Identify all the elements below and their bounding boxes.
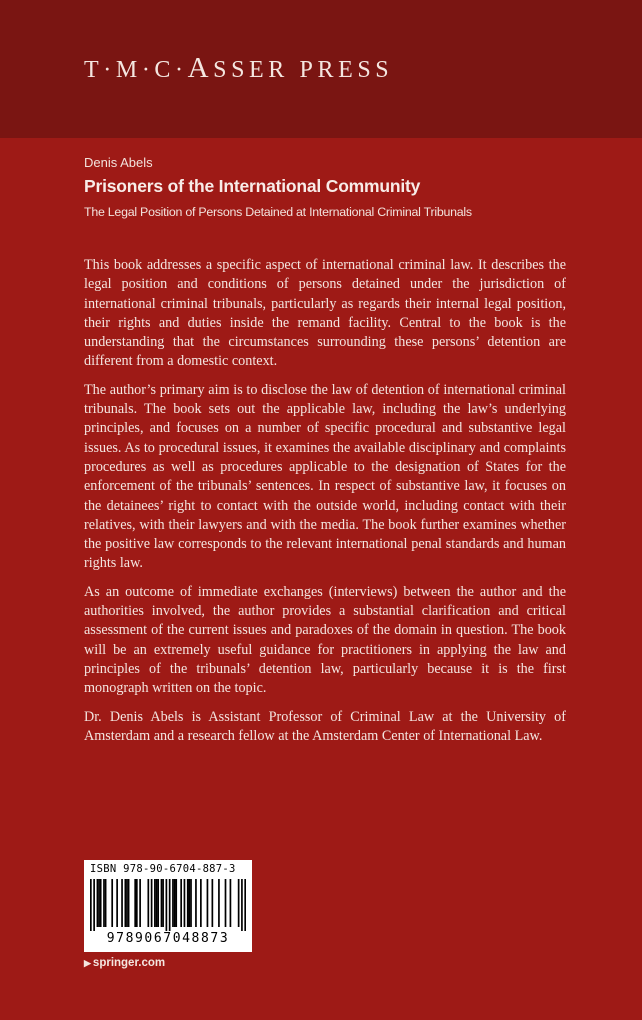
barcode-bar: [244, 879, 246, 931]
description-paragraph: This book addresses a specific aspect of international criminal law. It describes the legal position and conditions of persons detained under the jurisdiction of international criminal tribunals, particularly as regards their internal legal position, their rights and duties inside the remand facility. Central to the book is the understanding that the circumstances surrounding these persons’ detention are different from a domestic context.: [84, 257, 566, 370]
barcode-bar: [190, 879, 192, 927]
barcode-bar: [116, 879, 118, 927]
barcode-bar: [147, 879, 149, 927]
barcode-bar: [156, 879, 158, 927]
isbn-label: ISBN 978-90-6704-887-3: [90, 863, 236, 875]
author-bio: Dr. Denis Abels is Assistant Professor of Criminal Law at the University of Amsterdam and a research fellow at the Amsterdam Center of International Law.: [84, 708, 566, 744]
barcode-bar: [172, 879, 174, 927]
website-link[interactable]: springer.com: [92, 957, 166, 969]
barcode-bar: [98, 879, 100, 927]
publisher-dot: ·: [141, 57, 155, 83]
barcode-bar: [195, 879, 197, 927]
barcode-bar: [169, 879, 171, 931]
barcode-bar: [126, 879, 128, 927]
barcode-bar: [174, 879, 176, 927]
book-description: [84, 256, 566, 755]
barcode-bar: [90, 879, 92, 931]
barcode-bar: [139, 879, 141, 927]
description-paragraph: The author’s primary aim is to disclose the law of detention of international criminal tribunals. The book sets out the applicable law, including the law’s underlying principles, and focuses on a number of specific procedural and substantive legal issues. As to procedural issues, it examines the available disciplinary and complaints procedures as well as procedures applicable to the designation of States for the enforcement of the tribunals’ sentences. In respect of substantive law, it focuses on the detainees’ right to contact with the outside world, including contact with their relatives, with their lawyers and with the media. The book further examines whether the positive law corresponds to the relevant international penal standards and human rights law.: [84, 381, 566, 572]
barcode-bar: [161, 879, 163, 927]
author-name: Denis Abels: [84, 155, 153, 170]
barcode-bar: [136, 879, 138, 927]
barcode-bar: [157, 879, 159, 927]
barcode-bar: [154, 879, 156, 927]
publisher-name-rest: SSER PRESS: [213, 57, 394, 83]
barcode-bar: [134, 879, 136, 927]
barcode-bar: [97, 879, 99, 927]
barcode-bar: [238, 879, 240, 927]
description-paragraph: As an outcome of immediate exchanges (interviews) between the author and the authorities involved, the author provides a substantial clarification and critical assessment of the current issues and paradoxes of the domain in question. The book will be an extremely useful guidance for practitioners in applying the law and principles of the tribunals’ detention law, particularly because it is the first monograph written on the topic.: [84, 583, 566, 697]
barcode-digits: 9789067048873: [106, 931, 230, 946]
publisher-logo: [84, 52, 393, 85]
barcode-bar: [175, 879, 177, 927]
barcode-bar: [200, 879, 202, 927]
barcode-bar: [103, 879, 105, 927]
publisher-website[interactable]: [84, 957, 165, 969]
barcode-bar: [166, 879, 168, 931]
barcode-bar: [105, 879, 107, 927]
barcode-bar: [218, 879, 220, 927]
arrow-right-icon: ▶: [84, 958, 91, 968]
barcode-bar: [187, 879, 189, 927]
isbn-barcode: [84, 860, 252, 952]
barcode-bars: [90, 879, 246, 931]
barcode-bar: [151, 879, 153, 927]
barcode-bar: [212, 879, 214, 927]
barcode-bar: [184, 879, 186, 927]
barcode-bar: [162, 879, 164, 927]
barcode-bar: [128, 879, 130, 927]
barcode-bar: [230, 879, 232, 927]
publisher-dot: ·: [175, 57, 188, 83]
book-title: Prisoners of the International Community: [84, 176, 421, 196]
barcode-bar: [111, 879, 113, 927]
barcode-bar: [207, 879, 209, 927]
barcode-bar: [100, 879, 102, 927]
book-subtitle: The Legal Position of Persons Detained at International Criminal Tribunals: [84, 205, 472, 219]
barcode-bar: [124, 879, 126, 927]
publisher-dot: ·: [103, 57, 116, 83]
barcode-bar: [225, 879, 227, 927]
barcode-bar: [93, 879, 95, 931]
publisher-letter-a: A: [187, 52, 214, 84]
publisher-letter-c: C: [154, 57, 176, 83]
barcode-bar: [180, 879, 182, 927]
barcode-bar: [189, 879, 191, 927]
barcode-bar: [121, 879, 123, 927]
barcode-bar: [241, 879, 243, 931]
publisher-letter-t: T: [84, 57, 104, 83]
publisher-band: [0, 0, 642, 138]
publisher-letter-m: M: [115, 57, 142, 83]
